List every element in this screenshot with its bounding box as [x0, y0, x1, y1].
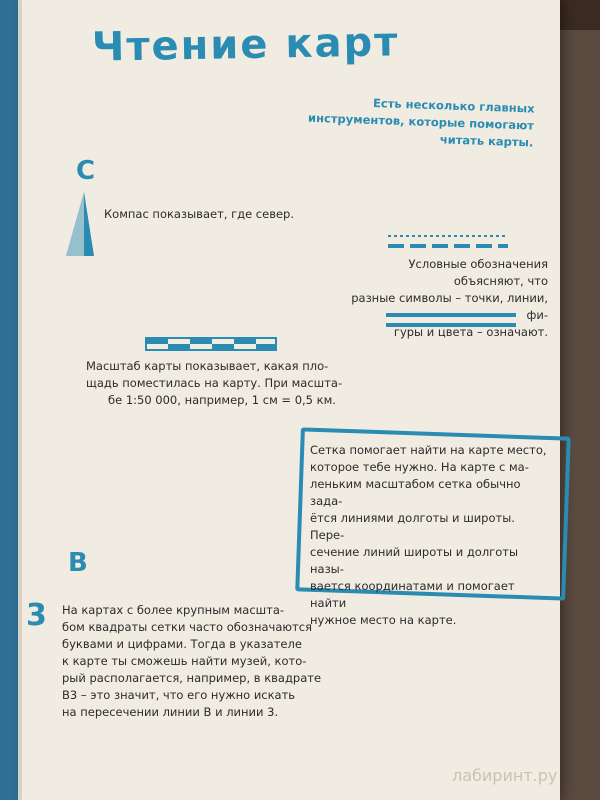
scale-bar-icon [144, 332, 280, 354]
scale-text-line: Масштаб карты показывает, какая пло- [86, 359, 329, 373]
grid-text-line: Сетка помогает найти на карте место, [310, 443, 547, 457]
grid-example-line: рый располагается, например, в квадрате [62, 671, 322, 685]
compass-text: Компас показывает, где север. [104, 207, 295, 221]
legend-text-line: гуры и цвета – означают. [393, 325, 548, 339]
grid-example-line: буквами и цифрами. Тогда в указателе [62, 637, 302, 651]
grid-text-line: нужное место на карте. [310, 613, 457, 627]
legend-text-line: Условные обозначения объясняют, что [408, 257, 548, 288]
grid-text-line: которое тебе нужно. На карте с ма- [310, 460, 529, 474]
compass-north-letter: С [76, 156, 96, 186]
legend-symbols-icon [384, 230, 514, 254]
grid-text-line: сечение линий широты и долготы назы- [310, 545, 519, 576]
page-title: Чтение карт [91, 19, 400, 71]
grid-column-letter: В [68, 548, 88, 578]
grid-example-line: В3 – это значит, что его нужно искать [62, 688, 296, 702]
grid-example-line: бом квадраты сетки часто обозначаются [62, 620, 312, 634]
legend-lines-icon [384, 310, 520, 332]
scale-text-line: бе 1:50 000, например, 1 см = 0,5 км. [108, 393, 336, 407]
scale-text [86, 358, 346, 409]
grid-example-text [62, 602, 352, 721]
legend-text-line: разные символы – точки, линии, фи- [351, 291, 548, 322]
page-subtitle: Есть несколько главных инструментов, которые помогают читать карты. [307, 95, 535, 150]
grid-text-line: ётся линиями долготы и широты. Пере- [310, 511, 515, 542]
scale-text-line: щадь поместилась на карту. При масшта- [86, 376, 343, 390]
grid-example-line: к карте ты сможешь найти музей, кото- [62, 654, 307, 668]
grid-row-number: 3 [26, 598, 47, 633]
page-edge [18, 0, 22, 800]
grid-example-line: на пересечении линии В и линии 3. [62, 705, 279, 719]
watermark: лабиринт.ру [452, 766, 558, 785]
grid-example-line: На картах с более крупным масшта- [62, 603, 285, 617]
grid-text [310, 442, 550, 629]
compass-icon [60, 190, 100, 260]
grid-text-line: леньким масштабом сетка обычно зада- [310, 477, 521, 508]
grid-text-line: вается координатами и помогает найти [310, 579, 515, 610]
